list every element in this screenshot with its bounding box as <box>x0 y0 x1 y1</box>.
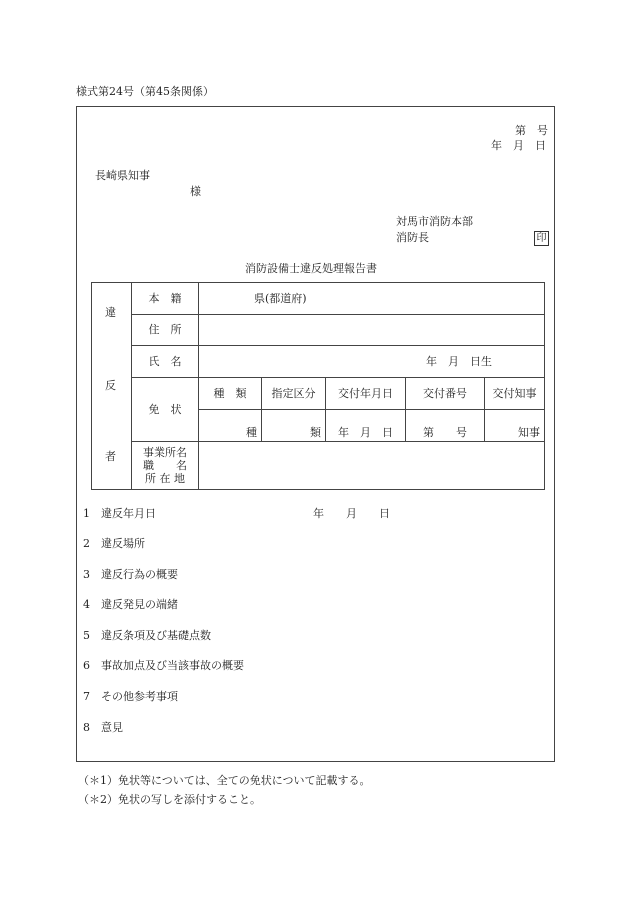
violator-table <box>91 282 545 490</box>
item-number: 5 <box>83 629 90 642</box>
license-value: 種 <box>199 410 262 442</box>
side-char: 反 <box>105 379 116 392</box>
sender-title: 消防長 <box>396 231 429 244</box>
date-line: 年 月 日 <box>491 139 546 152</box>
item-number: 7 <box>83 690 90 703</box>
footnote: （＊1）免状等については、全ての免状について記載する。 <box>78 774 371 787</box>
seal-stamp: 印 <box>534 231 549 246</box>
item-number: 6 <box>83 659 90 672</box>
license-value: 類 <box>262 410 326 442</box>
item-number: 2 <box>83 537 90 550</box>
office-label: 所 在 地 <box>145 472 185 485</box>
license-header: 交付番号 <box>406 378 485 410</box>
license-header: 種 類 <box>199 378 262 410</box>
honseki-label: 本 籍 <box>132 283 199 315</box>
license-header: 指定区分 <box>262 378 326 410</box>
side-char: 違 <box>105 306 116 319</box>
license-label: 免 状 <box>132 378 199 442</box>
license-value: 第 号 <box>406 410 485 442</box>
license-header: 交付知事 <box>485 378 545 410</box>
item-label: その他参考事項 <box>101 690 178 703</box>
side-char: 者 <box>105 450 116 463</box>
item-label: 意見 <box>101 721 123 734</box>
item-label: 違反年月日 <box>101 507 156 520</box>
license-value: 知事 <box>485 410 545 442</box>
office-label: 事業所名 <box>143 446 187 459</box>
honseki-value: 県(都道府) <box>199 283 545 315</box>
footnote: （＊2）免状の写しを添付すること。 <box>78 793 261 806</box>
sender-org: 対馬市消防本部 <box>396 215 473 228</box>
item-label: 違反条項及び基礎点数 <box>101 629 211 642</box>
item-label: 違反場所 <box>101 537 145 550</box>
item-label: 違反行為の概要 <box>101 568 178 581</box>
item-number: 8 <box>83 721 90 734</box>
license-header: 交付年月日 <box>326 378 406 410</box>
item-number: 4 <box>83 598 90 611</box>
report-title: 消防設備士違反処理報告書 <box>245 262 377 275</box>
violator-side-label <box>92 283 132 490</box>
form-number: 様式第24号（第45条関係） <box>76 85 214 98</box>
office-label: 職 名 <box>143 459 187 472</box>
addressee: 長崎県知事 <box>95 169 150 182</box>
name-label: 氏 名 <box>132 346 199 378</box>
number-line: 第 号 <box>515 124 548 137</box>
item-number: 1 <box>83 507 90 520</box>
office-value <box>199 442 545 490</box>
item-label: 違反発見の端緒 <box>101 598 178 611</box>
address-label: 住 所 <box>132 315 199 346</box>
office-labels <box>132 442 199 490</box>
address-value <box>199 315 545 346</box>
item-label: 事故加点及び当該事故の概要 <box>101 659 244 672</box>
item1-date: 年 月 日 <box>313 507 390 520</box>
license-value: 年 月 日 <box>326 410 406 442</box>
birth-date: 年 月 日生 <box>199 346 545 378</box>
honorific: 様 <box>190 185 201 198</box>
item-number: 3 <box>83 568 90 581</box>
